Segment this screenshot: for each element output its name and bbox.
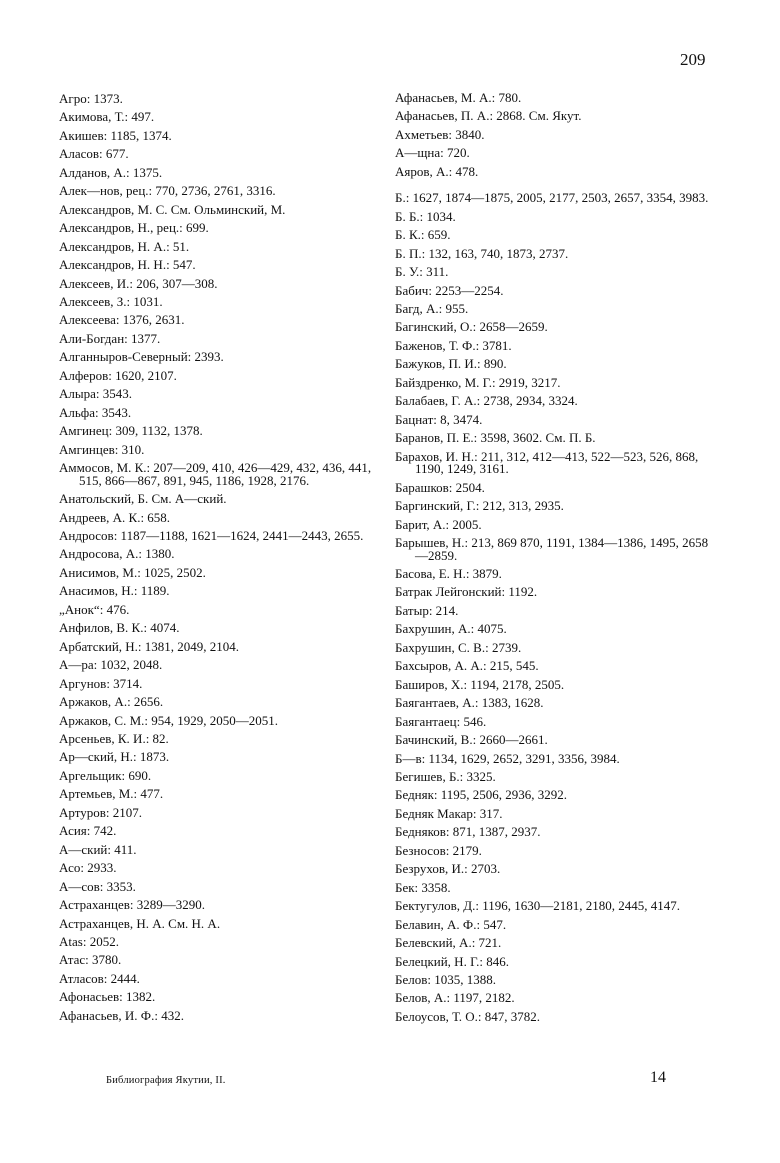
index-entry: Баженов, Т. Ф.: 3781. bbox=[395, 337, 512, 353]
index-entry: Баширов, Х.: 1194, 2178, 2505. bbox=[395, 676, 565, 692]
index-entry: Б. У.: 311. bbox=[395, 264, 449, 280]
index-entry: Андросов: 1187—1188, 1621—1624, 2441—2443, 2655. bbox=[59, 527, 364, 543]
index-entry: Баягантаев, А.: 1383, 1628. bbox=[395, 695, 544, 711]
index-entry: Бабич: 2253—2254. bbox=[395, 282, 504, 298]
index-entry: А—сов: 3353. bbox=[59, 878, 136, 894]
index-entry: А—ра: 1032, 2048. bbox=[59, 657, 163, 673]
index-entry: Бегишев, Б.: 3325. bbox=[395, 769, 496, 784]
index-entry: Александров, М. С. См. Ольминский, М. bbox=[59, 201, 286, 217]
index-entry: Барахов, И. Н.: 211, 312, 412—413, 522—523, 526, 868, 1190, 1249, 3161. bbox=[395, 448, 699, 477]
index-entry: Бахрушин, А.: 4075. bbox=[395, 621, 507, 637]
index-entry: Алексеева: 1376, 2631. bbox=[59, 312, 185, 328]
index-entry: Афонасьев: 1382. bbox=[59, 989, 156, 1005]
index-entry: Басова, Е. Н.: 3879. bbox=[395, 566, 502, 582]
index-entry: Барашков: 2504. bbox=[395, 479, 485, 495]
index-entry: Альфа: 3543. bbox=[59, 404, 132, 420]
index-entry: Бачинский, В.: 2660—2661. bbox=[395, 732, 548, 748]
index-entry: Барит, А.: 2005. bbox=[395, 516, 482, 532]
index-entry: Александров, Н. А.: 51. bbox=[59, 238, 190, 254]
index-entry: Агро: 1373. bbox=[59, 91, 123, 106]
index-entry: Безносов: 2179. bbox=[395, 842, 482, 858]
index-entry: Аммосов, М. К.: 207—209, 410, 426—429, 432, 436, 441, 515, 866—867, 891, 945, 1186, 1928, 2176. bbox=[59, 460, 372, 488]
index-entry: Афанасьев, П. А.: 2868. См. Якут. bbox=[395, 108, 582, 124]
index-entry: Батыр: 214. bbox=[395, 602, 459, 618]
index-entry: Астраханцев, Н. А. См. Н. А. bbox=[59, 915, 221, 931]
page-number: 209 bbox=[680, 50, 706, 69]
index-entry: Ар—ский, Н.: 1873. bbox=[59, 749, 170, 765]
index-entry: Безрухов, И.: 2703. bbox=[395, 861, 501, 877]
index-entry: Аяров, А.: 478. bbox=[395, 163, 479, 179]
index-entry: Белевский, А.: 721. bbox=[395, 935, 502, 951]
index-entry: Акишев: 1185, 1374. bbox=[59, 127, 172, 143]
index-entry: Белов: 1035, 1388. bbox=[395, 972, 496, 988]
index-entry: Анасимов, Н.: 1189. bbox=[59, 583, 170, 599]
index-entry: Амгинцев: 310. bbox=[59, 441, 145, 457]
index-entry: Алексеев, И.: 206, 307—308. bbox=[59, 275, 218, 291]
index-entry: Аржаков, С. М.: 954, 1929, 2050—2051. bbox=[59, 712, 279, 728]
index-entry: Ахметьев: 3840. bbox=[395, 126, 485, 142]
index-entry: Алферов: 1620, 2107. bbox=[59, 367, 177, 383]
index-entry: Батрак Лейгонский: 1192. bbox=[395, 584, 538, 600]
index-entry: Бахрушин, С. В.: 2739. bbox=[395, 639, 522, 655]
index-entry: Байздренко, М. Г.: 2919, 3217. bbox=[395, 374, 561, 390]
index-entry: Алек—нов, рец.: 770, 2736, 2761, 3316. bbox=[59, 183, 276, 199]
index-entry: Б. К.: 659. bbox=[395, 227, 451, 243]
index-entry: Алганныров-Северный: 2393. bbox=[59, 349, 224, 365]
index-entry: Белоусов, Т. О.: 847, 3782. bbox=[395, 1008, 541, 1024]
index-entry: Астраханцев: 3289—3290. bbox=[59, 897, 205, 913]
index-entry: Андросова, А.: 1380. bbox=[59, 546, 175, 562]
index-entry: Артемьев, М.: 477. bbox=[59, 786, 164, 802]
index-entry: Аласов: 677. bbox=[59, 146, 129, 162]
index-entry: Бедняк Макар: 317. bbox=[395, 805, 503, 821]
index-entry: Багинский, О.: 2658—2659. bbox=[395, 319, 548, 335]
index-entry: Анисимов, М.: 1025, 2502. bbox=[59, 564, 206, 580]
printer-signature-number: 14 bbox=[650, 1069, 666, 1086]
index-section-b bbox=[395, 192, 717, 1026]
index-entry: Асо: 2933. bbox=[59, 860, 117, 876]
index-entry: Баргинский, Г.: 212, 313, 2935. bbox=[395, 498, 564, 514]
index-entry: Atas: 2052. bbox=[59, 933, 119, 949]
index-entry: Афанасьев, И. Ф.: 432. bbox=[59, 1007, 184, 1023]
index-column-left bbox=[59, 90, 377, 1025]
section-gap bbox=[395, 181, 717, 189]
index-entry: Артуров: 2107. bbox=[59, 804, 142, 820]
index-column-right bbox=[395, 89, 717, 1026]
index-entry: Атас: 3780. bbox=[59, 952, 122, 968]
index-entry: Белов, А.: 1197, 2182. bbox=[395, 990, 515, 1006]
index-entry: Алексеев, З.: 1031. bbox=[59, 293, 163, 309]
index-entry: Арбатский, Н.: 1381, 2049, 2104. bbox=[59, 638, 240, 654]
index-entry: Атласов: 2444. bbox=[59, 970, 140, 986]
index-entry: А—ский: 411. bbox=[59, 841, 137, 857]
index-entry: Бедняк: 1195, 2506, 2936, 3292. bbox=[395, 787, 568, 803]
footer-book-title: Библиография Якутии, II. bbox=[106, 1075, 226, 1086]
index-entry: Аргунов: 3714. bbox=[59, 675, 143, 691]
index-entry: Бахсыров, А. А.: 215, 545. bbox=[395, 658, 539, 674]
index-entry: Белецкий, Н. Г.: 846. bbox=[395, 953, 509, 969]
index-entry: Балабаев, Г. А.: 2738, 2934, 3324. bbox=[395, 393, 578, 409]
index-entry: Б. Б.: 1034. bbox=[395, 208, 456, 224]
index-entry: Багд, А.: 955. bbox=[395, 301, 469, 317]
index-entry: Б. П.: 132, 163, 740, 1873, 2737. bbox=[395, 245, 569, 261]
index-entry: Акимова, Т.: 497. bbox=[59, 109, 155, 125]
index-entry: Бек: 3358. bbox=[395, 879, 451, 895]
index-entry: Андреев, А. К.: 658. bbox=[59, 509, 171, 525]
index-entry: Баягантаец: 546. bbox=[395, 713, 487, 729]
index-section-a bbox=[395, 89, 717, 181]
index-entry: Арсеньев, К. И.: 82. bbox=[59, 731, 169, 746]
index-entry: Б.: 1627, 1874—1875, 2005, 2177, 2503, 2657, 3354, 3983. bbox=[395, 190, 709, 206]
index-entry: Аргельщик: 690. bbox=[59, 767, 152, 783]
index-entry: Афанасьев, М. А.: 780. bbox=[395, 90, 522, 105]
index-entry: Алыра: 3543. bbox=[59, 386, 132, 402]
index-entry: Белавин, А. Ф.: 547. bbox=[395, 916, 507, 932]
index-entry: Али-Богдан: 1377. bbox=[59, 330, 161, 346]
index-entry: Аржаков, А.: 2656. bbox=[59, 694, 164, 710]
index-entry: Б—в: 1134, 1629, 2652, 3291, 3356, 3984. bbox=[395, 750, 620, 766]
index-entry: Бедняков: 871, 1387, 2937. bbox=[395, 824, 541, 840]
index-entry: Александров, Н. Н.: 547. bbox=[59, 257, 196, 273]
index-entry: Амгинец: 309, 1132, 1378. bbox=[59, 423, 203, 439]
index-entry: Алданов, А.: 1375. bbox=[59, 164, 163, 180]
index-entry: Асия: 742. bbox=[59, 823, 117, 839]
index-entry: Бацнат: 8, 3474. bbox=[395, 411, 483, 427]
index-entry: Анатольский, Б. См. А—ский. bbox=[59, 491, 227, 507]
index-entry: Анфилов, В. К.: 4074. bbox=[59, 620, 180, 636]
index-entry: Баранов, П. Е.: 3598, 3602. См. П. Б. bbox=[395, 430, 596, 446]
index-entry: А—щна: 720. bbox=[395, 145, 470, 161]
index-entry: Бектугулов, Д.: 1196, 1630—2181, 2180, 2445, 4147. bbox=[395, 898, 681, 914]
index-entry: Александров, Н., рец.: 699. bbox=[59, 220, 209, 236]
index-entry: Барышев, Н.: 213, 869 870, 1191, 1384—1386, 1495, 2658—2859. bbox=[395, 535, 709, 563]
index-entry: Бажуков, П. И.: 890. bbox=[395, 356, 507, 372]
index-entry: „Анок“: 476. bbox=[59, 601, 130, 617]
